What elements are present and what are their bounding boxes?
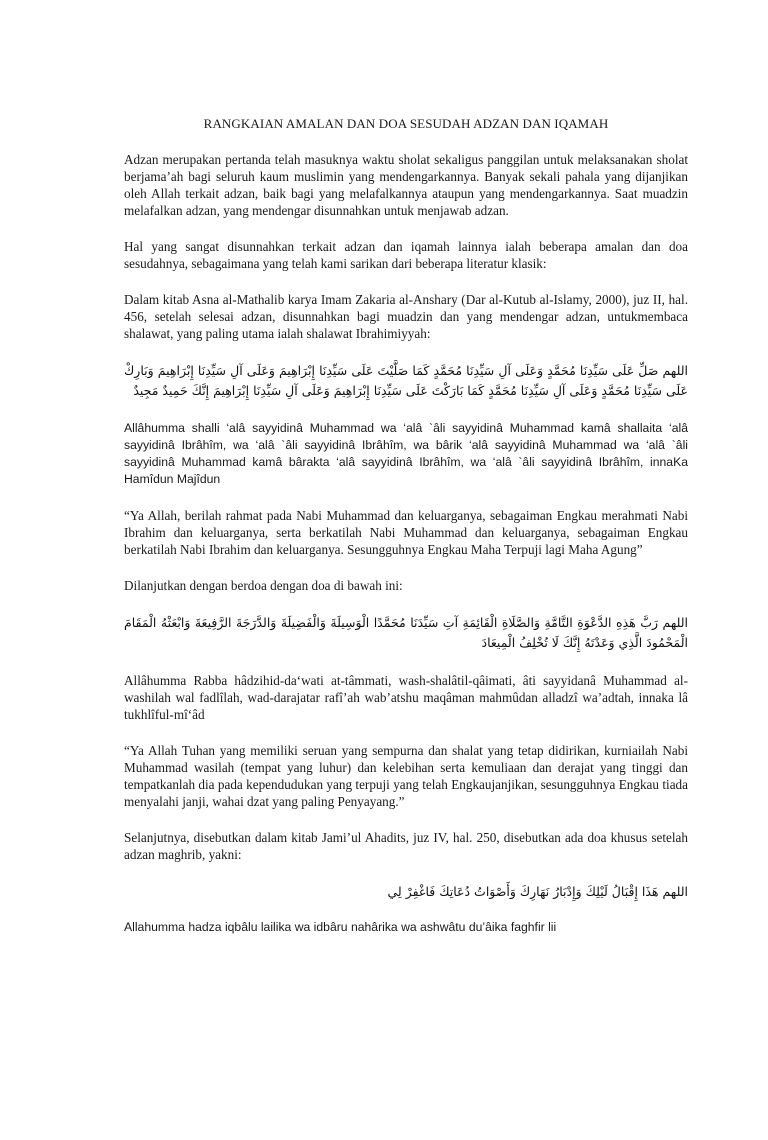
arabic-doa: اللهم رَبَّ هَذِهِ الدَّعْوَةِ التَّامَّةِ وَالصَّلَاةِ الْقَائِمَةِ آتِ سَيِّدَنَا مُحَمَّدًا الْوَسِيلَةَ وَالْفَضِيلَةَ وَالدَّرَجَةَ الرَّفِيعَةَ وَابْعَثْهُ الْمَقَامَ الْمَحْمُودَ الَّذِي وَعَدْتَهُ إِنَّكَ لَا تُخْلِفُ الْمِيعَادَ xyxy=(124,615,688,650)
sunnah-paragraph: Hal yang sangat disunnahkan terkait adzan dan iqamah lainnya ialah beberapa amalan dan doa sesudahnya, sebagaimana yang telah kami sarikan dari beberapa literatur klasik: xyxy=(124,239,688,271)
translation-shalawat: “Ya Allah, berilah rahmat pada Nabi Muhammad dan keluarganya, sebagaiman Engkau merahmati Nabi Ibrahim dan keluarganya, serta berkatilah Nabi Muhammad dan keluarganya, sebagaiman Engkau berkatilah Nabi Ibrahim dan keluarganya. Sesungguhnya Engkau Maha Terpuji lagi Maha Agung” xyxy=(124,508,688,557)
arabic-shalawat: اللهم صَلِّ عَلَى سَيِّدِنَا مُحَمَّدٍ وَعَلَى آلِ سَيِّدِنَا مُحَمَّدٍ كَمَا صَلَّيْتَ عَلَى سَيِّدِنَا إِبْرَاهِيمَ وَعَلَى آلِ سَيِّدِنَا إِبْرَاهِيمَ وَبَارِكْ عَلَى سَيِّدِنَا مُحَمَّدٍ وَعَلَى آلِ سَيِّدِنَا مُحَمَّدٍ كَمَا بَارَكْتَ عَلَى سَيِّدِنَا إِبْرَاهِيمَ وَعَلَى آلِ سَيِّدِنَا إِبْرَاهِيمَ إِنَّكَ حَمِيدٌ مَجِيدٌ xyxy=(124,363,688,398)
translation-doa: “Ya Allah Tuhan yang memiliki seruan yang sempurna dan shalat yang tetap didirikan, kurniailah Nabi Muhammad wasilah (tempat yang luhur) dan kelebihan serta kemuliaan dan derajat yang tinggi dan tempatkanlah dia pada kependudukan yang terpuji yang telah Engkaujanjikan, sesungguhnya Engkau tiada menyalahi janji, wahai dzat yang paling Penyayang.” xyxy=(124,743,688,809)
intro-paragraph: Adzan merupakan pertanda telah masuknya waktu sholat sekaligus panggilan untuk melaksanakan sholat berjama’ah bagi seluruh kaum muslimin yang mendengarkannya. Banyak sekali pahala yang dijanjikan oleh Allah terkait adzan, baik bagi yang melafalkannya ataupun yang mendengarkannya. Saat muadzin melafalkan adzan, yang mendengar disunnahkan untuk menjawab adzan. xyxy=(124,152,688,218)
latin-shalawat: Allâhumma shalli ‘alâ sayyidinâ Muhammad wa ‘alâ `âli sayyidinâ Muhammad kamâ shallaita ‘alâ sayyidinâ Ibrâhîm, wa ‘alâ `âli sayyidinâ Ibrâhîm, wa bârik ‘alâ sayyidinâ Muhammad wa ‘alâ `âli sayyidinâ Muhammad kamâ bârakta ‘alâ sayyidinâ Ibrâhîm, wa ‘alâ `âli sayyidinâ Ibrâhîm, innaKa Hamîdun Majîdun xyxy=(124,421,688,486)
selanjutnya-paragraph: Selanjutnya, disebutkan dalam kitab Jami’ul Ahadits, juz IV, hal. 250, disebutkan ada doa khusus setelah adzan maghrib, yakni: xyxy=(124,830,688,862)
asna-paragraph: Dalam kitab Asna al-Mathalib karya Imam Zakaria al-Anshary (Dar al-Kutub al-Islamy, 2000), juz II, hal. 456, setelah selesai adzan, disunnahkan bagi muadzin dan yang mendengar adzan, untukmembaca shalawat, yang paling utama ialah shalawat Ibrahimiyyah: xyxy=(124,292,688,341)
arabic-maghrib: اللهم هَذَا إِقْبَالُ لَيْلِكَ وَإِدْبَارُ نَهَارِكَ وَأَصْوَاتُ دُعَاتِكَ فَاغْفِرْ لِي xyxy=(387,884,688,899)
document-title: RANGKAIAN AMALAN DAN DOA SESUDAH ADZAN DAN IQAMAH xyxy=(203,116,609,131)
latin-maghrib: Allahumma hadza iqbâlu lailika wa idbâru nahârika wa ashwâtu du’âika faghfir lii xyxy=(124,920,557,934)
latin-doa: Allâhumma Rabba hâdzihid-da‘wati at-tâmmati, wash-shalâtil-qâimati, âti sayyidanâ Muhammad al-washilah wal fadlîlah, wad-darajatar rafî’ah wab’atshu maqâman mahmûdan alladzî wa’adtah, innaka lâ tukhlîful-mî‘âd xyxy=(124,673,688,722)
lanjut-paragraph: Dilanjutkan dengan berdoa dengan doa di bawah ini: xyxy=(124,578,403,593)
document-page xyxy=(0,116,768,1140)
